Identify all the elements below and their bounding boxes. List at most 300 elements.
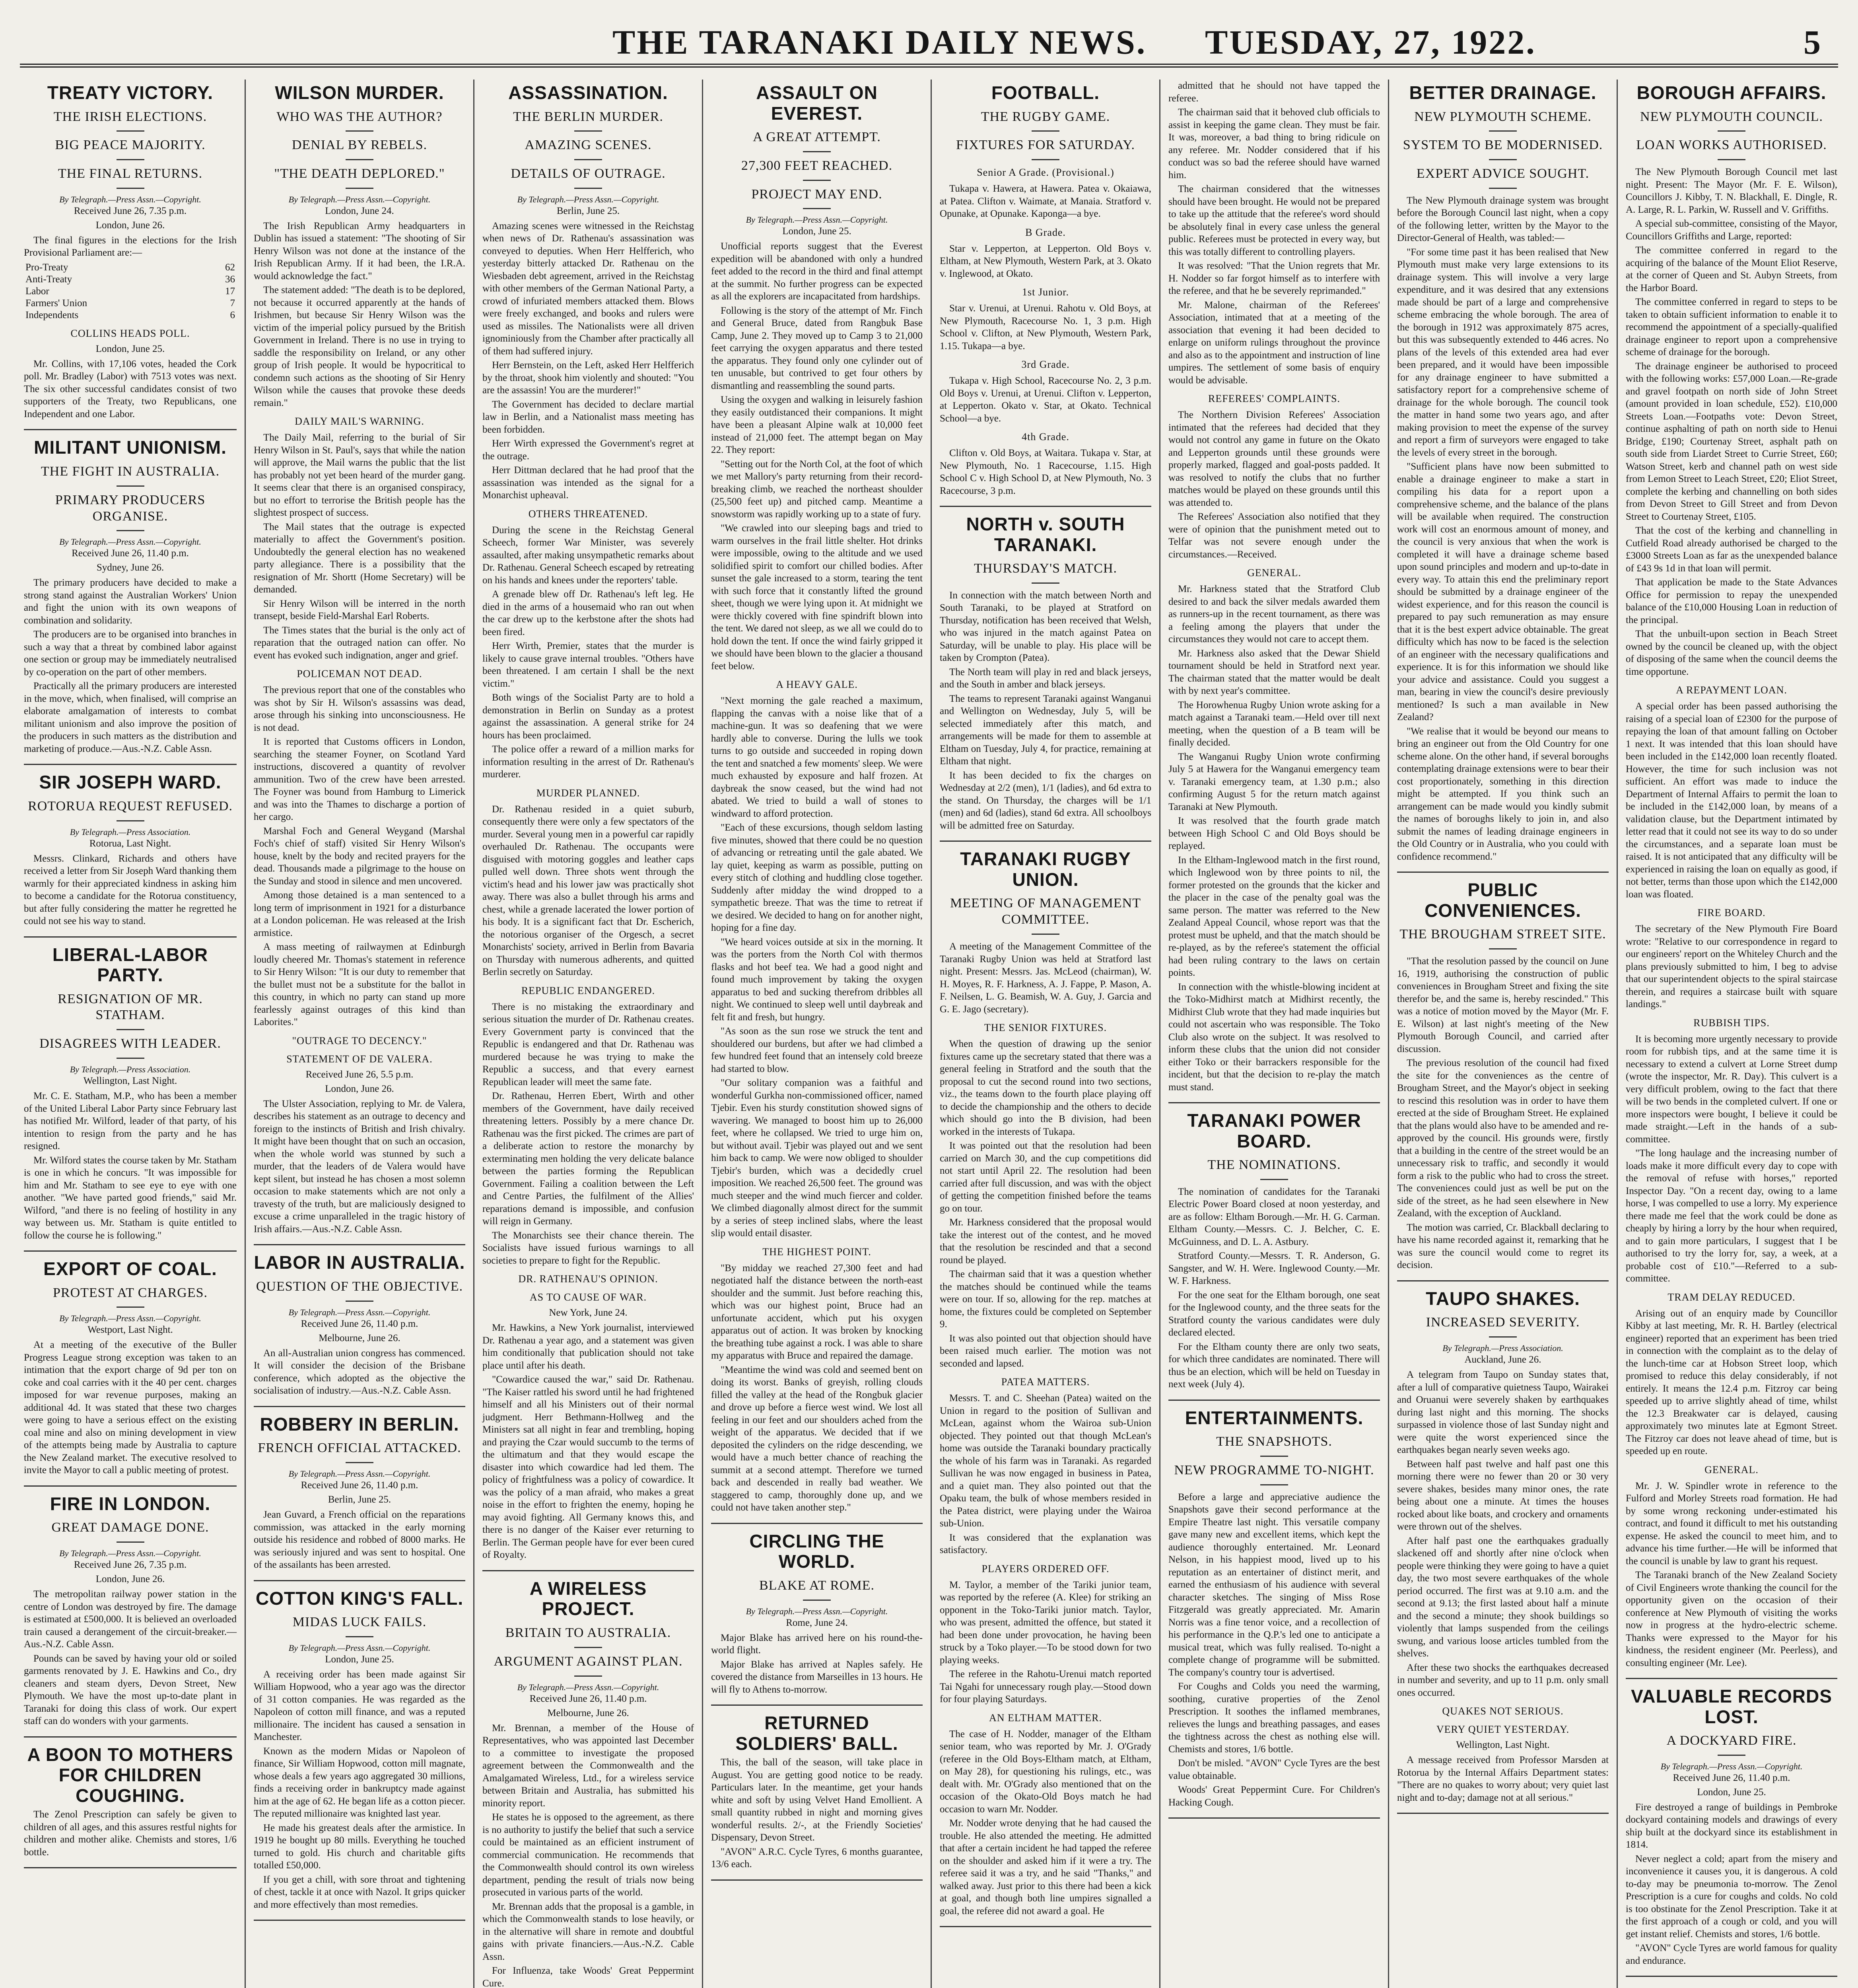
- article-divider: [254, 1406, 465, 1407]
- article-divider: [24, 1250, 237, 1252]
- column-4: [702, 80, 931, 1988]
- subheadline: THE RUGBY GAME.: [940, 109, 1151, 132]
- paragraph: Mr. Brennan, a member of the House of Representatives, who was appointed last December to a committee to investigate the proposed agreement between the Commonwealth and the Amalgamated Wireless, Ltd., for a wireless service between Britain and Australia, has submitted his minority report.: [482, 1722, 694, 1809]
- party-name: Independents: [25, 309, 79, 320]
- results-row: [24, 262, 237, 274]
- wire-credit: By Telegraph.—Press Association.: [70, 1064, 191, 1075]
- wire-credit: By Telegraph.—Press Assn.—Copyright.: [59, 1548, 201, 1559]
- paragraph: A special order has been passed authorising the raising of a special loan of £2300 for the purpose of repaying the loan of that amount falling on October 1 next. It was intended that this loan should have been included in the £142,000 loan recently floated. However, the time for such inclusion was not sufficient. An effort was made to induce the Department of Internal Affairs to permit the loan to be included in the £142,000 loan, by means of a validation clause, but the Department intimated by letter read that it could not see its way to do so under the circumstances, and a separate loan must be raised. It is not anticipated that any difficulty will be experienced in raising the loan on equally as good, if not better, terms than those upon which the £142,000 loan was floated.: [1626, 701, 1837, 900]
- paragraph: In connection with the whistle-blowing incident at the Toko-Midhirst match at Midhirst recently, the Midhirst Club wrote that they had made inquiries but could not ascertain who was responsible. The Toko Club also wrote on the subject. It was resolved to inform these clubs that the union did not consider either Toko or their barrackers responsible for the incident, but that the decision to re-play the match must stand.: [1168, 981, 1380, 1093]
- article: [1626, 1686, 1837, 1967]
- subheadline: "THE DEATH DEPLORED.": [254, 166, 465, 189]
- column-6: [1159, 80, 1388, 1988]
- dateline: Auckland, June 26.: [1464, 1354, 1541, 1365]
- article: [24, 1259, 237, 1477]
- headline: TREATY VICTORY.: [47, 82, 214, 103]
- article-divider: [254, 1920, 465, 1921]
- dateline: London, June 26.: [95, 219, 165, 231]
- crosshead: VERY QUIET YESTERDAY.: [1436, 1724, 1570, 1736]
- article: [940, 514, 1151, 832]
- received-time: Received June 26, 5.5 p.m.: [305, 1069, 414, 1080]
- article-divider: [1397, 1280, 1609, 1281]
- paragraph: There is no mistaking the extraordinary and serious situation the murder of Dr. Rathenau creates. Every Government party is convinced that the Republic is endangered and that Dr. Rathenau was murdered because he was trying to make the Republic a success, and that every earnest Republican leader will meet the same fate.: [482, 1001, 694, 1087]
- wire-credit: By Telegraph.—Press Assn.—Copyright.: [746, 1606, 888, 1616]
- article: [482, 1578, 694, 1988]
- crosshead: A REPAYMENT LOAN.: [1676, 684, 1787, 696]
- paragraph: For the one seat for the Eltham borough, one seat for the Inglewood county, and the three seats for the Stratford county the various candidates were duly declared elected.: [1168, 1289, 1380, 1338]
- paragraph: He states he is opposed to the agreement, as there is no authority to justify the belief that such a service could be maintained as an efficient instrument of commercial communication. He recommends that the Commonwealth should control its own wireless department, pending the result of trials now being prosecuted in various parts of the world.: [482, 1812, 694, 1898]
- subheadline: LOAN WORKS AUTHORISED.: [1626, 137, 1837, 160]
- crosshead: POLICEMAN NOT DEAD.: [297, 668, 422, 680]
- paragraph: Major Blake has arrived at Naples safely. He covered the distance from Marseilles in 13 hours. He will fly to Athens to-morrow.: [711, 1659, 923, 1695]
- paragraph: The Irish Republican Army headquarters in Dublin has issued a statement: "The shooting of Sir Henry Wilson was not done at the instance of the Irish Republican Army. If it had been, the I.R.A. would acknowledge the fact.": [254, 220, 465, 282]
- headline: FIRE IN LONDON.: [50, 1493, 211, 1514]
- paragraph: For the Eltham county there are only two seats, for which three candidates are nominated. There will thus be an election, which will be held on Tuesday in next week (July 4).: [1168, 1341, 1380, 1390]
- subheadline: THE FINAL RETURNS.: [24, 166, 237, 189]
- paragraph: An all-Australian union congress has commenced. It will consider the decision of the Brisbane conference, which adopted as the objective the socialisation of industry.—Aus.-N.Z. Cable Assn.: [254, 1347, 465, 1396]
- paragraph: Mr. Malone, chairman of the Referees' Association, intimated that at a meeting of the association that evening it had been decided to enlarge on uniform rulings throughout the province and also as to the appointment and instruction of line umpires. The settlement of some basis of enquiry would be advisable.: [1168, 299, 1380, 386]
- paragraph: Woods' Great Peppermint Cure. For Children's Hacking Cough.: [1168, 1784, 1380, 1808]
- subheadline: DETAILS OF OUTRAGE.: [482, 166, 694, 189]
- paragraph: The Horowhenua Rugby Union wrote asking for a match against a Taranaki team.—Held over till next meeting, when the question of a B team will be finally decided.: [1168, 699, 1380, 748]
- article: [482, 83, 694, 1561]
- paragraph: Sir Henry Wilson will be interred in the north transept, beside Field-Marshal Earl Roberts.: [254, 598, 465, 622]
- article-divider: [254, 1244, 465, 1245]
- article-divider: [24, 936, 237, 938]
- crosshead: DR. RATHENAU'S OPINION.: [518, 1273, 658, 1285]
- article: [24, 945, 237, 1242]
- article-divider: [24, 1485, 237, 1487]
- subheadline: NEW PROGRAMME TO-NIGHT.: [1168, 1462, 1380, 1485]
- paragraph: The referee in the Rahotu-Urenui match reported Tai Ngahi for unnecessary rough play.—Stood down for four playing Saturdays.: [940, 1669, 1151, 1705]
- dateline: Wellington, Last Night.: [1456, 1740, 1550, 1751]
- results-row: [24, 309, 237, 321]
- article: [1397, 1289, 1609, 1804]
- paragraph: "The long haulage and the increasing number of loads make it more difficult every day to cope with the removal of refuse with horses," reported Inspector Day. "On a recent day, owing to a lame horse, I was compelled to use a lorry. My experience there made me feel that the work could be done as cheaply by hiring a lorry by the hour when required, and to gain more particulars, I suggest that I be authorised to try the lorry for, say, a week, at a probable cost of £10."—Referred to a sub-committee.: [1626, 1148, 1837, 1284]
- received-time: Received June 26, 7.35 p.m.: [74, 205, 187, 216]
- subheadline: FIXTURES FOR SATURDAY.: [940, 137, 1151, 160]
- received-time: Received June 26, 11.40 p.m.: [529, 1693, 647, 1704]
- article: [24, 83, 237, 420]
- paragraph: Pounds can be saved by having your old or soiled garments renovated by J. E. Hawkins and Co., dry cleaners and steam dyers, Devon Street, New Plymouth. We have the most up-to-date plant in Taranaki for doing this class of work. Our expert staff can do wonders with your garments.: [24, 1653, 237, 1727]
- paragraph: Fire destroyed a range of buildings in Pembroke dockyard containing models and drawings of every ship built at the dockyard since its establishment in 1814.: [1626, 1802, 1837, 1850]
- paragraph: The nomination of candidates for the Taranaki Electric Power Board closed at noon yesterday, and are as follow: Eltham Borough.—Mr. H. G. Carman. Eltham County.—Messrs. C. J. Belcher, C. E. McGuinness, and D. L. A. Astbury.: [1168, 1186, 1380, 1247]
- article: [254, 1252, 465, 1397]
- headline: ROBBERY IN BERLIN.: [260, 1413, 459, 1435]
- paragraph: Amazing scenes were witnessed in the Reichstag when news of Dr. Rathenau's assassination was conveyed to deputies. When Herr Helfferich, who yesterday bitterly attacked Dr. Rathenau on the Wiesbaden debt agreement, arrived in the Reichstag with other members of the German National Party, a crowd of infuriated members attacked them. Blows were freely exchanged, and books and rulers were used as missiles. The Nationalists were all driven ignominiously from the Chamber after practically all of them had suffered injury.: [482, 220, 694, 357]
- wire-credit: By Telegraph.—Press Association.: [1442, 1343, 1563, 1353]
- seat-count: 62: [225, 262, 235, 273]
- article: [254, 1414, 465, 1571]
- received-time: Received June 26, 7.35 p.m.: [74, 1559, 187, 1571]
- paragraph: That the cost of the kerbing and channelling in Cutfield Road already authorised be charged to the £3000 Streets Loan as far as the unexpended balance of £43 9s 1d in that loan will permit.: [1626, 525, 1837, 574]
- article-divider: [1626, 1678, 1837, 1679]
- paragraph: M. Taylor, a member of the Tariki junior team, was reported by the referee (A. Klee) for striking an opponent in the Toko-Tariki junior match. Taylor, who was present, admitted the offence, but stated it had been done under provocation, he having been struck by a Toko player.—To be stood down for two playing weeks.: [940, 1579, 1151, 1666]
- article: [711, 1713, 923, 1871]
- article: [24, 772, 237, 927]
- paragraph: "We crawled into our sleeping bags and tried to warm ourselves in the frail little shelter. Hot drinks were impossible, owing to the altitude and we used solidified spirit to comfort our chilled bodies. After sunset the gale increased to a storm, tearing the tent with such force that it constantly lifted the ground sheet, though we were lying upon it. At midnight we were thickly covered with fine spindrift blown into the tent. We dared not sleep, as we all we could do to hold down the tent. If once the wind fairly gripped it we should have been blown to the glacier a thousand feet below.: [711, 523, 923, 672]
- headline: TARANAKI POWER BOARD.: [1187, 1110, 1361, 1151]
- paragraph: Herr Bernstein, on the Left, asked Herr Helfferich by the throat, shook him violently and shouted: "You are the assassin! You are the murderer!": [482, 360, 694, 396]
- headline: EXPORT OF COAL.: [43, 1258, 217, 1279]
- article: [940, 849, 1151, 1917]
- article-divider: [254, 1580, 465, 1581]
- paragraph: Mr. Harkness considered that the proposal would take the interest out of the contest, and he moved that the resolution be rescinded and that a second round be played.: [940, 1217, 1151, 1266]
- paragraph: It has been decided to fix the charges on Wednesday at 2/2 (men), 1/1 (ladies), and 6d extra to the stand. On Thursday, the charges will be 1/1 (men) and 6d (ladies), stand 6d extra. All schoolboys will be admitted free on Saturday.: [940, 770, 1151, 831]
- results-row: [24, 297, 237, 309]
- headline: COTTON KING'S FALL.: [255, 1588, 464, 1609]
- article-divider: [1397, 872, 1609, 873]
- paragraph: "AVON" A.R.C. Cycle Tyres, 6 months guarantee, 13/6 each.: [711, 1846, 923, 1870]
- seat-count: 17: [225, 285, 235, 297]
- paragraph: "We heard voices outside at six in the morning. It was the porters from the North Col with thermos flasks and hot beef tea. We had a good night and found much improvement by taking the oxygen apparatus to bed and sucking therefrom dribbles all night. We continued to sleep well until daybreak and felt fit and fresh, but hungry.: [711, 936, 923, 1023]
- article-divider: [24, 764, 237, 765]
- paragraph: The statement added: "The death is to be deplored, not because it occurred apparently at the hands of Irishmen, but because Sir Henry Wilson was the victim of the imperial policy pursued by the British Government in Ireland. There is no use in trying to saddle the responsibility on Ireland, or any other group of Irish people. It would be hypocritical to condemn such actions as the shooting of Sir Henry Wilson while the causes that provoke these deeds remain.": [254, 285, 465, 408]
- paragraph: The committee conferred in regard to the acquiring of the balance of the Mount Eliot Reserve, at the corner of Queen and St. Aubyn Streets, from the Harbor Board.: [1626, 245, 1837, 293]
- article: [1168, 80, 1380, 1093]
- subheadline: DISAGREES WITH LEADER.: [24, 1036, 237, 1059]
- paragraph: Mr. Harkness also asked that the Dewar Shield tournament should be held in Stratford next year. The chairman stated that the matter would be dealt with by next year's committee.: [1168, 648, 1380, 696]
- paragraph: The producers are to be organised into branches in such a way that a threat by combined labor against one section or group may be immediately neutralised by co-operation on the part of other members.: [24, 629, 237, 678]
- article-divider: [1626, 1976, 1837, 1977]
- wire-credit: By Telegraph.—Press Assn.—Copyright.: [59, 1313, 201, 1324]
- paragraph: Following is the story of the attempt of Mr. Finch and General Bruce, dated from Rangbuk Base Camp, June 2. They moved up to Camp 3 to 21,000 feet carrying the oxygen apparatus and there tested the apparatus. They found only one cylinder out of ten unusable, but contrived to get four others by dismantling and reassembling the sound parts.: [711, 305, 923, 391]
- paragraph: A message received from Professor Marsden at Rotorua by the Internal Affairs Department states: "There are no quakes to worry about; very quiet last night and to-day; damage not at all serious.": [1397, 1755, 1609, 1803]
- paragraph: The motion was carried, Cr. Blackball declaring to have his name recorded against it, remarking that he was sure the council would come to regret its decision.: [1397, 1222, 1609, 1271]
- headline: A WIRELESS PROJECT.: [529, 1578, 647, 1619]
- paragraph: The secretary of the New Plymouth Fire Board wrote: "Relative to our correspondence in regard to our engineers' report on the Whiteley Church and the plans previously submitted to him, I beg to advise that our superintendent objects to the spiral staircase therein, and requires a staircase built with square landings.": [1626, 924, 1837, 1010]
- paragraph: Star v. Urenui, at Urenui. Rahotu v. Old Boys, at New Plymouth, Racecourse No. 1, 3 p.m. High School v. Clifton, at New Plymouth, Western Park, 1.15. Tukapa—a bye.: [940, 303, 1151, 351]
- paragraph: Don't be misled. "AVON" Cycle Tyres are the best value obtainable.: [1168, 1758, 1380, 1781]
- paragraph: The chairman considered that the witnesses should have been brought. He would not be prepared to take up the attitude that the referee's word should be absolutely final in every case unless the general public. Referees must be protected in every way, but this was totally different to controlling players.: [1168, 184, 1380, 257]
- paragraph: The Taranaki branch of the New Zealand Society of Civil Engineers wrote thanking the council for the opportunity given on the occasion of their conference at New Plymouth of visiting the works now in progress at the hydro-electric scheme. Thanks were expressed to the Mayor for his kindness, the resident engineer (Mr. Peerless), and consulting engineer (Mr. Lee).: [1626, 1570, 1837, 1668]
- paragraph: "AVON" Cycle Tyres are world famous for quality and endurance.: [1626, 1943, 1837, 1966]
- paragraph: Mr. J. W. Spindler wrote in reference to the Fulford and Morley Streets road formation. He had by some wrong reckoning under-estimated his contract, and found it difficult to met his outstanding expense. He asked the council to meet him, and to advance his time further.—He will be informed that the council is unable by law to grant his request.: [1626, 1480, 1837, 1567]
- subheadline: SYSTEM TO BE MODERNISED.: [1397, 137, 1609, 160]
- paragraph: The chairman said that it was a question whether the matches should be continued while the teams were on tour. If so, allowing for the rep. matches at home, the fixtures could be completed on September 9.: [940, 1269, 1151, 1330]
- article: [1397, 83, 1609, 863]
- article-divider: [24, 429, 237, 430]
- article: [1397, 880, 1609, 1271]
- article: [711, 83, 923, 1514]
- crosshead: B Grade.: [1025, 226, 1066, 238]
- article: [1168, 1408, 1380, 1809]
- article: [940, 83, 1151, 497]
- subheadline: NEW PLYMOUTH SCHEME.: [1397, 109, 1609, 132]
- crosshead: PATEA MATTERS.: [1001, 1376, 1090, 1388]
- dateline: Wellington, Last Night.: [83, 1076, 177, 1087]
- subheadline: BRITAIN TO AUSTRALIA.: [482, 1625, 694, 1648]
- seat-count: 36: [225, 274, 235, 285]
- results-table: [24, 262, 237, 321]
- subheadline: WHO WAS THE AUTHOR?: [254, 109, 465, 132]
- column-5: [931, 80, 1159, 1988]
- paragraph: Stratford County.—Messrs. T. R. Anderson, G. Sangster, and W. H. Were. Inglewood County.—Mr. W. F. Harkness.: [1168, 1250, 1380, 1287]
- paragraph: It is becoming more urgently necessary to provide room for rubbish tips, and at the same time it is necessary to extend a culvert at Lorne Street dump (wrote the inspector, Mr. R. Day). This culvert is a very difficult problem, owing to the fact that there will be two bends in the completed culvert. If one or more inspectors were bought, I believe it could be made straight.—Left in the hands of a sub-committee.: [1626, 1033, 1837, 1145]
- headline: RETURNED SOLDIERS' BALL.: [735, 1712, 898, 1754]
- wire-credit: By Telegraph.—Press Assn.—Copyright.: [288, 194, 431, 204]
- masthead: [20, 20, 1838, 68]
- article-divider: [482, 1570, 694, 1571]
- headline: ENTERTAINMENTS.: [1185, 1407, 1364, 1428]
- paragraph: Herr Dittman declared that he had proof that the assassination was intended as the signal for a Monarchist upheaval.: [482, 465, 694, 501]
- subheadline: MEETING OF MANAGEMENT COMMITTEE.: [940, 895, 1151, 935]
- paragraph: "Our solitary companion was a faithful and wonderful Gurkha non-commissioned officer, named Tjebir. Even his sturdy constitution showed signs of wavering. We managed to boost him up to 26,000 feet, where he collapsed. We tried to urge him on, but without avail. Tjebir was played out and we sent him back to camp. We were now obliged to shoulder Tjebir's burden, which was a decidedly cruel imposition. We reached 26,500 feet. The ground was much steeper and the wind much fiercer and colder. We climbed diagonally almost direct for the summit by a series of steep inclined slabs, where the least slip would entail disaster.: [711, 1077, 923, 1239]
- subheadline: THE NOMINATIONS.: [1168, 1157, 1380, 1180]
- paragraph: "For some time past it has been realised that New Plymouth must make very large extensions to its drainage system. This will involve a very large expenditure, and it was desired that any extensions made should be part of a large and comprehensive scheme embracing the whole borough. The area of the borough in 1912 was approximately 875 acres, but this was subsequently extended to 446 acres. No plans of the levels of this extended area had ever been prepared, and it would have been impossible for any drainage engineer to have submitted a satisfactory report for a comprehensive scheme of drainage for the whole borough. The council took the matter in hand some two years ago, and after making provision to meet the expense of the survey and report a firm of surveyors were engaged to take the levels of every street in the borough.: [1397, 247, 1609, 458]
- article: [254, 1588, 465, 1911]
- paragraph: A receiving order has been made against Sir William Hopwood, who a year ago was the director of 31 cotton companies. He was regarded as the Napoleon of cotton mill finance, and was a reputed millionaire. The incident has caused a sensation in Manchester.: [254, 1669, 465, 1743]
- paragraph: "By midday we reached 27,300 feet and had negotiated half the distance between the north-east shoulder and the summit. Just before reaching this, which was our highest point, Bruce had an unfortunate accident, which put his oxygen apparatus out of action. It was broken by knocking the breathing tube against a rock. I was able to share my apparatus with Bruce and repaired the damage.: [711, 1262, 923, 1361]
- received-time: Received June 26, 11.40 p.m.: [72, 548, 189, 559]
- paragraph: The Wanganui Rugby Union wrote confirming July 5 at Hawera for the Wanganui emergency team v. Taranaki emergency team, at 1.30 p.m.; also confirming August 5 for the return match against Taranaki at New Plymouth.: [1168, 751, 1380, 812]
- article-divider: [1397, 1813, 1609, 1814]
- paragraph: Tukapa v. High School, Racecourse No. 2, 3 p.m. Old Boys v. Urenui, at Urenui. Clifton v. Lepperton, at Lepperton. Okato v. Star, at Okato. Technical School—a bye.: [940, 375, 1151, 424]
- paragraph: The metropolitan railway power station in the centre of London was destroyed by fire. The damage is estimated at £500,000. It is believed an overloaded train caused a derangement of the circuit-breaker.—Aus.-N.Z. Cable Assn.: [24, 1589, 237, 1650]
- paragraph: admitted that he should not have tapped the referee.: [1168, 80, 1380, 104]
- subheadline: THURSDAY'S MATCH.: [940, 561, 1151, 584]
- crosshead: Senior A Grade. (Provisional.): [977, 167, 1114, 179]
- paragraph: It was resolved: "That the Union regrets that Mr. H. Nodder so far forgot himself as to interfere with the referee, and that he be severely reprimanded.": [1168, 260, 1380, 296]
- newspaper-title: THE TARANAKI DAILY NEWS.: [612, 23, 1147, 61]
- paragraph: Mr. Nodder wrote denying that he had caused the trouble. He also attended the meeting. He admitted that after a certain incident he had tapped the referee on the shoulder and asked him if it were a try. The referee said it was a try, and he said "Thanks," and walked away. Just prior to this there had been a kick at goal, and though both line umpires signalled a goal, the referee did not award a goal. He: [940, 1818, 1151, 1916]
- paragraph: "Cowardice caused the war," said Dr. Rathenau. "The Kaiser rattled his sword until he had frightened himself and all his Ministers out of their normal judgment. Herr Bethmann-Hollweg and the Ministers sat all night in fear and trembling, hoping and praying the Czar would succumb to the terms of the ultimatum and that they would escape the disaster into which cowardice had led them. The policy of frightfulness was a policy of cowardice. It was the policy of a man afraid, who makes a great noise in the effort to frighten the enemy, hoping he may avoid fighting. All Germany knows this, and there is no danger of the Kaiser ever returning to Berlin. The German people have for ever been cured of Royalty.: [482, 1374, 694, 1561]
- wire-credit: By Telegraph.—Press Assn.—Copyright.: [288, 1642, 431, 1653]
- paragraph: Using the oxygen and walking in leisurely fashion they easily outdistanced their companions. It might have been a pleasant Alpine walk at 10,000 feet instead of 21,000 feet. The attempt began on May 22. They report:: [711, 394, 923, 456]
- article-divider: [24, 1867, 237, 1868]
- wire-credit: By Telegraph.—Press Assn.—Copyright.: [517, 194, 659, 204]
- subheadline: PROTEST AT CHARGES.: [24, 1285, 237, 1308]
- crosshead: COLLINS HEADS POLL.: [70, 327, 190, 339]
- crosshead: AS TO CAUSE OF WAR.: [529, 1291, 647, 1303]
- headline: PUBLIC CONVENIENCES.: [1425, 879, 1581, 921]
- paragraph: He made his greatest deals after the armistice. In 1919 he bought up 80 mills. Everything he touched turned to gold. His church and charitable gifts totalled £50,000.: [254, 1822, 465, 1871]
- headline: LABOR IN AUSTRALIA.: [254, 1252, 465, 1273]
- paragraph: For Influenza, take Woods' Great Peppermint Cure.: [482, 1965, 694, 1988]
- headline: A BOON TO MOTHERS FOR CHILDREN COUGHING.: [27, 1744, 233, 1806]
- dateline: Westport, Last Night.: [87, 1324, 173, 1336]
- seat-count: 6: [230, 309, 235, 320]
- wire-credit: By Telegraph.—Press Assn.—Copyright.: [288, 1469, 431, 1479]
- subheadline: FRENCH OFFICIAL ATTACKED.: [254, 1440, 465, 1463]
- dateline: Melbourne, June 26.: [319, 1332, 400, 1343]
- paragraph: Messrs. T. and C. Sheehan (Patea) waited on the Union in regard to the position of Sullivan and McLean, against whom the Wairoa sub-Union objected. They pointed out that though McLean's home was outside the Taranaki boundary practically the whole of his farm was in Taranaki. As regarded Sullivan he was now engaged in business in Patea, and a quiet man. They also pointed out that the Opaku team, the bulk of whose members resided in the Patea district, were playing under the Wairoa sub-Union.: [940, 1393, 1151, 1529]
- column-2: [245, 80, 473, 1988]
- crosshead: AN ELTHAM MATTER.: [989, 1712, 1102, 1724]
- paragraph: In the Eltham-Inglewood match in the first round, which Inglewood won by three points to nil, the former protested on the grounds that the kicker and the placer in the case of the penalty goal was the same person. The matter was referred to the New Zealand Appeal Council, whose report was that the protest must be upheld, and that the match should be re-played, as by the referee's statement the official had been ruling contrary to the laws on certain points.: [1168, 854, 1380, 978]
- crosshead: GENERAL.: [1704, 1464, 1759, 1475]
- dateline: Melbourne, June 26.: [547, 1707, 629, 1718]
- paragraph: The Government has decided to declare martial law in Berlin, and a Nationalist mass meeting has been forbidden.: [482, 399, 694, 435]
- wire-credit: By Telegraph.—Press Assn.—Copyright.: [517, 1682, 659, 1692]
- paragraph: It was considered that the explanation was satisfactory.: [940, 1532, 1151, 1556]
- issue-date: TUESDAY, 27, 1922.: [1205, 23, 1536, 61]
- article-divider: [711, 1523, 923, 1524]
- paragraph: Messrs. Clinkard, Richards and others have received a letter from Sir Joseph Ward thanking them warmly for their appreciated kindness in asking him to become a candidate for the Rotorua constituency, but after fully considering the matter he regretted he could not see his way to stand.: [24, 853, 237, 927]
- subheadline: A DOCKYARD FIRE.: [1626, 1733, 1837, 1756]
- subheadline: ARGUMENT AGAINST PLAN.: [482, 1654, 694, 1677]
- paragraph: Mr. Harkness stated that the Stratford Club desired to and back the silver medals awarded them as runners-up in the recent tournament, as there was a feeling among the players that under the circumstances they would not care to accept them.: [1168, 584, 1380, 645]
- article-divider: [940, 841, 1151, 842]
- crosshead: 1st Junior.: [1022, 286, 1069, 298]
- paragraph: The primary producers have decided to make a strong stand against the Australian Workers' Union and fight the union with its own weapons of combination and solidarity.: [24, 577, 237, 626]
- paragraph: For Coughs and Colds you need the warming, soothing, curative properties of the Zenol Prescription. It soothes the inflamed membranes, relieves the lungs and breathing passages, and eases the tightness across the chest as nothing else will. Chemists and stores, 1/6 bottle.: [1168, 1681, 1380, 1755]
- subheadline: INCREASED SEVERITY.: [1397, 1314, 1609, 1338]
- page-number: 5: [1804, 23, 1822, 61]
- received-time: Received June 26, 11.40 p.m.: [1673, 1772, 1790, 1783]
- paragraph: "We realise that it would be beyond our means to bring an engineer out from the Old Country for one scheme alone. On the other hand, if several boroughs contemplating drainage extensions were to bear their cost proportionately, something in this direction might be attempted. If you think such an arrangement can be made would you kindly submit the names of boroughs likely to join in, and also submit the names of leading drainage engineers in the Old Country or in Australia, who you could with confidence recommend.": [1397, 726, 1609, 862]
- party-name: Pro-Treaty: [25, 262, 68, 273]
- subheadline: DENIAL BY REBELS.: [254, 137, 465, 160]
- paragraph: The New Plymouth drainage system was brought before the Borough Council last night, when a copy of the following letter, written by the Mayor to the Director-General of Health, was tabled:—: [1397, 195, 1609, 244]
- paragraph: The final figures in the elections for the Irish Provisional Parliament are:—: [24, 235, 237, 258]
- headline: WILSON MURDER.: [275, 82, 444, 103]
- wire-credit: By Telegraph.—Press Assn.—Copyright.: [1660, 1761, 1803, 1771]
- paragraph: "Each of these excursions, though seldom lasting five minutes, showed that there could be no question of advancing or retreating until the gale abated. We lay quiet, keeping as warm as possible, putting on every stitch of clothing and huddling close together. Suddenly after midday the wind dropped to a sympathetic breeze. That was the time to retreat if we desired. We decided to hang on for another night, hoping for a fine day.: [711, 822, 923, 934]
- subheadline: MIDAS LUCK FAILS.: [254, 1614, 465, 1637]
- paragraph: "Meantime the wind was cold and seemed bent on doing its worst. Banks of greyish, rolling clouds filled the valley at the head of the Rongbuk glacier and drove up before a fierce west wind. We lost all feeling in our feet and our shoulders ached from the weight of the apparatus. We decided that if we deposited the cylinders on the ridge descending, we would have a much better chance of reaching the summit at a second attempt. Therefore we turned back and descended in really bad weather. We staggered to camp, thoroughly done up, and we could not have taken another step.": [711, 1364, 923, 1513]
- paragraph: After these two shocks the earthquakes decreased in number and severity, and up to 11 p.m. only small ones occurred.: [1397, 1662, 1609, 1698]
- headline: LIBERAL-LABOR PARTY.: [52, 944, 208, 986]
- headline: SIR JOSEPH WARD.: [39, 772, 222, 793]
- article: [24, 437, 237, 755]
- crosshead: REPUBLIC ENDANGERED.: [521, 984, 655, 996]
- subheadline: RESIGNATION OF MR. STATHAM.: [24, 991, 237, 1031]
- paragraph: Jean Guvard, a French official on the reparations commission, was attacked in the early morning outside his residence and robbed of 8000 marks. He was seriously injured and was sent to hospital. One of the assailants has been arrested.: [254, 1509, 465, 1571]
- paragraph: It was pointed out that the resolution had been carried on March 30, and the cup competitions did not start until April 22. The resolution had been carried after full discussion, and was with the object of getting the competition finished before the teams go on tour.: [940, 1140, 1151, 1214]
- crosshead: PLAYERS ORDERED OFF.: [981, 1563, 1110, 1574]
- paragraph: Mr. Brennan adds that the proposal is a gamble, in which the Commonwealth stands to lose heavily, or in the alternative will share in remote and doubtful gains with private financiers.—Aus.-N.Z. Cable Assn.: [482, 1901, 694, 1962]
- paragraph: The drainage engineer be authorised to proceed with the following works: £57,000 Loan.—Re-grade and gravel footpath on north side of John Street (amount provided in loan schedule, £52). £10,000 Streets Loan.—Footpaths vote: Devon Street, continue asphalting of path on north side to Henui Bridge, £190; Courtenay Street, asphalt path on south side from Liardet Street to Currie Street, £60; Watson Street, kerb and channel path on west side from Lemon Street to Leach Street, £20; Eliot Street, complete the kerbing and channelling on both sides from Devon Street to Gill Street and from Devon Street to Courtenay Street, £105.: [1626, 361, 1837, 522]
- paragraph: The Times states that the burial is the only act of reparation that the outraged nation can offer. No event has evoked such indignation, anger and grief.: [254, 625, 465, 661]
- article: [24, 1745, 237, 1859]
- subheadline: PRIMARY PRODUCERS ORGANISE.: [24, 492, 237, 532]
- crosshead: RUBBISH TIPS.: [1693, 1017, 1770, 1029]
- article-divider: [940, 1926, 1151, 1927]
- crosshead: FIRE BOARD.: [1697, 907, 1766, 919]
- paragraph: A grenade blew off Dr. Rathenau's left leg. He died in the arms of a housemaid who ran out when the car drew up to the kerbstone after the shots had been fired.: [482, 589, 694, 637]
- paragraph: Herr Wirth expressed the Government's regret at the outrage.: [482, 438, 694, 462]
- paragraph: It was also pointed out that objection should have been raised much earlier. The motion was not seconded and lapsed.: [940, 1333, 1151, 1369]
- paragraph: Mr. Hawkins, a New York journalist, interviewed Dr. Rathenau a year ago, and a statement was given him conditionally that publication should not take place until after his death.: [482, 1322, 694, 1371]
- crosshead: OTHERS THREATENED.: [528, 508, 648, 520]
- paragraph: The police offer a reward of a million marks for information resulting in the arrest of Dr. Rathenau's murderer.: [482, 744, 694, 780]
- paragraph: That application be made to the State Advances Office for permission to repay the unexpended balance of the £10,000 Housing Loan in reduction of the principal.: [1626, 577, 1837, 625]
- column-7: [1388, 80, 1617, 1988]
- dateline: Rotorua, Last Night.: [89, 838, 171, 849]
- paragraph: In connection with the match between North and South Taranaki, to be played at Stratford on Thursday, notification has been received that Welsh, who was injured in the match against Patea on Saturday, will be unable to play. His place will be taken by Crompton (Patea).: [940, 590, 1151, 664]
- column-8: [1617, 80, 1845, 1988]
- dateline: London, June 25.: [95, 343, 165, 354]
- crosshead: THE SENIOR FIXTURES.: [984, 1022, 1107, 1034]
- subheadline: THE IRISH ELECTIONS.: [24, 109, 237, 132]
- paragraph: Unofficial reports suggest that the Everest expedition will be abandoned with only a hundred feet added to the record in the third and final attempt at the summit. No further progress can be expected as all the explorers are incapacitated from hardships.: [711, 241, 923, 302]
- subheadline: THE FIGHT IN AUSTRALIA.: [24, 464, 237, 487]
- wire-credit: By Telegraph.—Press Assn.—Copyright.: [746, 215, 888, 225]
- headline: BOROUGH AFFAIRS.: [1636, 82, 1827, 103]
- article: [254, 83, 465, 1235]
- paragraph: If you get a chill, with sore throat and tightening of chest, tackle it at once with Nazol. It grips quicker and more effectively than most remedies.: [254, 1874, 465, 1910]
- subheadline: BLAKE AT ROME.: [711, 1578, 923, 1601]
- paragraph: Mr. C. E. Statham, M.P., who has been a member of the United Liberal Labor Party since February last has notified Mr. Wilford, leader of that party, of his intention to resign from the party and he has resigned.: [24, 1091, 237, 1152]
- paragraph: The previous report that one of the constables who was shot by Sir H. Wilson's assassins was dead, arose through his sinking into unconsciousness. He is not dead.: [254, 685, 465, 733]
- dateline: London, June 25.: [782, 226, 851, 237]
- paragraph: Both wings of the Socialist Party are to hold a demonstration in Berlin on Sunday as a protest against the assassination. A general strike for 24 hours has been proclaimed.: [482, 692, 694, 741]
- paragraph: The Zenol Prescription can safely be given to children of all ages, and this assures restful nights for children and mother alike. Chemists and stores, 1/6 bottle.: [24, 1809, 237, 1858]
- paragraph: Star v. Lepperton, at Lepperton. Old Boys v. Eltham, at New Plymouth, Western Park, at 3. Okato v. Inglewood, at Okato.: [940, 243, 1151, 279]
- paragraph: Mr. Collins, with 17,106 votes, headed the Cork poll. Mr. Bradley (Labor) with 7513 votes was next. The six other successful candidates consist of two supporters of the Treaty, two Republicans, one Independent and one Labor.: [24, 358, 237, 419]
- columns: [16, 80, 1845, 1988]
- crosshead: 3rd Grade.: [1021, 359, 1070, 371]
- column-3: [473, 80, 702, 1988]
- paragraph: Arising out of an enquiry made by Councillor Kibby at last meeting, Mr. R. H. Bartley (electrical engineer) reported that an experiment has been tried in connection with the complaint as to the delay of the lunch-time car at Hobson Street loop, which promised to reduce this delay considerably, if not entirely. It means the 12.4 p.m. Fitzroy car being speeded up to arrive slightly ahead of time, whilst the 12.3 Breakwater car is delayed, causing approximately two minutes late at Egmont Street. The Fitzroy car does not leave ahead of time, but is speeded up en route.: [1626, 1308, 1837, 1457]
- dateline: London, June 25.: [325, 1654, 394, 1665]
- paragraph: Marshal Foch and General Weygand (Marshal Foch's chief of staff) visited Sir Henry Wilson's house, knelt by the body and recited prayers for the dead. Thousands made a pilgrimage to the house on the Sunday and stood in silence and men uncovered.: [254, 825, 465, 887]
- article-divider: [711, 1705, 923, 1706]
- crosshead: STATEMENT OF DE VALERA.: [286, 1053, 433, 1065]
- article: [24, 1494, 237, 1728]
- wire-credit: By Telegraph.—Press Association.: [70, 827, 191, 837]
- dateline: London, June 24.: [325, 205, 394, 216]
- paragraph: Between half past twelve and half past one this morning there were no fewer than 20 or 30 very severe shakes, besides many minor ones, the rate being about one a minute. At times the houses rocked about like boats, and crockery and ornaments were thrown out of the shelves.: [1397, 1458, 1609, 1532]
- crosshead: A HEAVY GALE.: [776, 679, 858, 691]
- party-name: Labor: [25, 285, 49, 297]
- paragraph: Herr Wirth, Premier, states that the murder is likely to cause grave internal troubles. "Others have been threatened. I am certain I shall be the next victim.": [482, 641, 694, 689]
- seat-count: 7: [230, 297, 235, 309]
- paragraph: Clifton v. Old Boys, at Waitara. Tukapa v. Star, at New Plymouth, No. 1 Racecourse, 1.15. High School C v. High School D, at New Plymouth, No. 3 Racecourse, 3 p.m.: [940, 448, 1151, 496]
- crosshead: QUAKES NOT SERIOUS.: [1442, 1705, 1564, 1717]
- dateline: Sydney, June 26.: [96, 562, 164, 573]
- headline: FOOTBALL.: [991, 82, 1100, 103]
- subheadline: EXPERT ADVICE SOUGHT.: [1397, 166, 1609, 189]
- party-name: Anti-Treaty: [25, 274, 72, 285]
- paragraph: The chairman said that it behoved club officials to assist in keeping the game clean. They must be fair. It was, moreover, a bad thing to bring ridicule on any referee. Mr. Nodder considered that if his conduct was so bad the referee should have warned him.: [1168, 107, 1380, 181]
- headline: BETTER DRAINAGE.: [1409, 82, 1597, 103]
- party-name: Farmers' Union: [25, 297, 87, 309]
- dateline: London, June 26.: [325, 1083, 394, 1094]
- paragraph: Before a large and appreciative audience the Snapshots gave their second performance at the Empire Theatre last night. This versatile company gave many new and excellent items, which kept the audience thoroughly entertained. Mr. Leonard Nelson, in his happiest mood, lived up to his reputation as an entertainer of distinct merit, and earned the enthusiasm of his audience with several character sketches. The singing of Miss Rose Fitzgerald was greatly appreciated. Mr. Amarin Norris was a fine tenor voice, and a recollection of his performance in the Q.P.'s led one to anticipate a musical treat, which was fully realised. To-night a complete change of programme will be submitted. The company's country tour is advertised.: [1168, 1491, 1380, 1678]
- subheadline: 27,300 FEET REACHED.: [711, 158, 923, 181]
- wire-credit: By Telegraph.—Press Assn.—Copyright.: [59, 194, 201, 204]
- subheadline: QUESTION OF THE OBJECTIVE.: [254, 1279, 465, 1302]
- headline: NORTH v. SOUTH TARANAKI.: [966, 514, 1125, 555]
- subheadline: THE SNAPSHOTS.: [1168, 1434, 1380, 1457]
- paragraph: "That the resolution passed by the council on June 16, 1919, authorising the construction of public conveniences in Brougham Street and fixing the site therefor be, and the same is, hereby rescinded." This was a notice of motion moved by the Mayor (Mr. F. E. Wilson) at last night's meeting of the New Plymouth Borough Council, and carried after discussion.: [1397, 956, 1609, 1054]
- results-row: [24, 285, 237, 297]
- subheadline: THE BROUGHAM STREET SITE.: [1397, 926, 1609, 949]
- paragraph: The Monarchists see their chance therein. The Socialists have issued furious warnings to all societies to prepare to fight for the Republic.: [482, 1230, 694, 1266]
- wire-credit: By Telegraph.—Press Assn.—Copyright.: [59, 537, 201, 547]
- crosshead: 4th Grade.: [1022, 431, 1069, 443]
- paragraph: When the question of drawing up the senior fixtures came up the secretary stated that there was a general feeling in Stratford and the south that the proposal to cut the second round into two sections, viz., the teams down to the fourth place playing off to decide the championship and the others to decide which should go into the B division, had been worked in the interests of Tukapa.: [940, 1039, 1151, 1137]
- paragraph: Dr. Rathenau, Herren Ebert, Wirth and other members of the Government, have daily received threatening letters. Possibly by a mere chance Dr. Rathenau was the first picked. The crimes are part of a deliberate action to restore the monarchy by exterminating men holding the very delicate balance between the parties forming the Republican Government. Failing a coalition between the Left and Centre Parties, the fulfilment of the Allies' reparations demand is impossible, and confusion will reign in Germany.: [482, 1091, 694, 1227]
- paragraph: Practically all the primary producers are interested in the move, which, when finalised, will comprise an elaborate amalgamation of interests to combat militant unionism and also improve the position of the producers in such matters as the distribution and marketing of produce.—Aus.-N.Z. Cable Assn.: [24, 681, 237, 754]
- article-divider: [1168, 1817, 1380, 1819]
- headline: ASSASSINATION.: [508, 82, 668, 103]
- subheadline: NEW PLYMOUTH COUNCIL.: [1626, 109, 1837, 132]
- paragraph: It is reported that Customs officers in London, searching the steamer Foyner, on Scotland Yard instructions, discovered a quantity of revolver ammunition. Two of the crew have been arrested. The Foyner was bound from Hamburg to Limerick and was into the Thames to discharge a portion of her cargo.: [254, 736, 465, 823]
- paragraph: Mr. Wilford states the course taken by Mr. Statham is one in which he concurs. "It was impossible for him and Mr. Statham to see eye to eye with one another. "We have parted good friends," said Mr. Wilford, "and there is no feeling of hostility in any way between us. Mr. Statham is quite entitled to follow the course he is following.": [24, 1155, 237, 1241]
- dateline: New York, June 24.: [549, 1307, 628, 1318]
- paragraph: The teams to represent Taranaki against Wanganui and Wellington on Wednesday, July 5, will be selected immediately after this match, and arrangements will be made for them to assemble at Eltham on Tuesday, July 4, for practice, remaining at Eltham that night.: [940, 693, 1151, 767]
- headline: VALUABLE RECORDS LOST.: [1631, 1686, 1832, 1727]
- crosshead: MURDER PLANNED.: [536, 787, 640, 799]
- subheadline: BIG PEACE MAJORITY.: [24, 137, 237, 160]
- paragraph: Dr. Rathenau resided in a quiet suburb, consequently there were only a few spectators of the murder. Several young men in a powerful car rapidly overhauled Dr. Rathenau. The occupants were disguised with motoring goggles and leather caps pulled well down. Three shots went through the victim's head and his lower jaw was practically shot away. There was also a bullet through his arms and chest, while a grenade lacerated the lower portion of his body. It is a significant fact that Dr. Escherich, the notorious organiser of the Orgesch, a secret Monarchists' society, arrived in Berlin from Bavaria on Thursday with numerous adherents, and quitted Berlin secretly on Saturday.: [482, 804, 694, 978]
- article: [711, 1531, 923, 1696]
- paragraph: A special sub-committee, consisting of the Mayor, Councillors Griffiths and Large, reported:: [1626, 218, 1837, 242]
- paragraph: At a meeting of the executive of the Buller Progress League strong exception was taken to an intimation that the export charge of 9d per ton on coke and coal carries with it the 40 per cent. charges imposed for war revenue purposes, making an additional 4d. It was stated that these two charges were going to have a serious effect on the existing coal mine and also on mining development in view of the attempts being made by Australia to capture the New Zealand market. The executive resolved to invite the Mayor to call a public meeting of protest.: [24, 1340, 237, 1476]
